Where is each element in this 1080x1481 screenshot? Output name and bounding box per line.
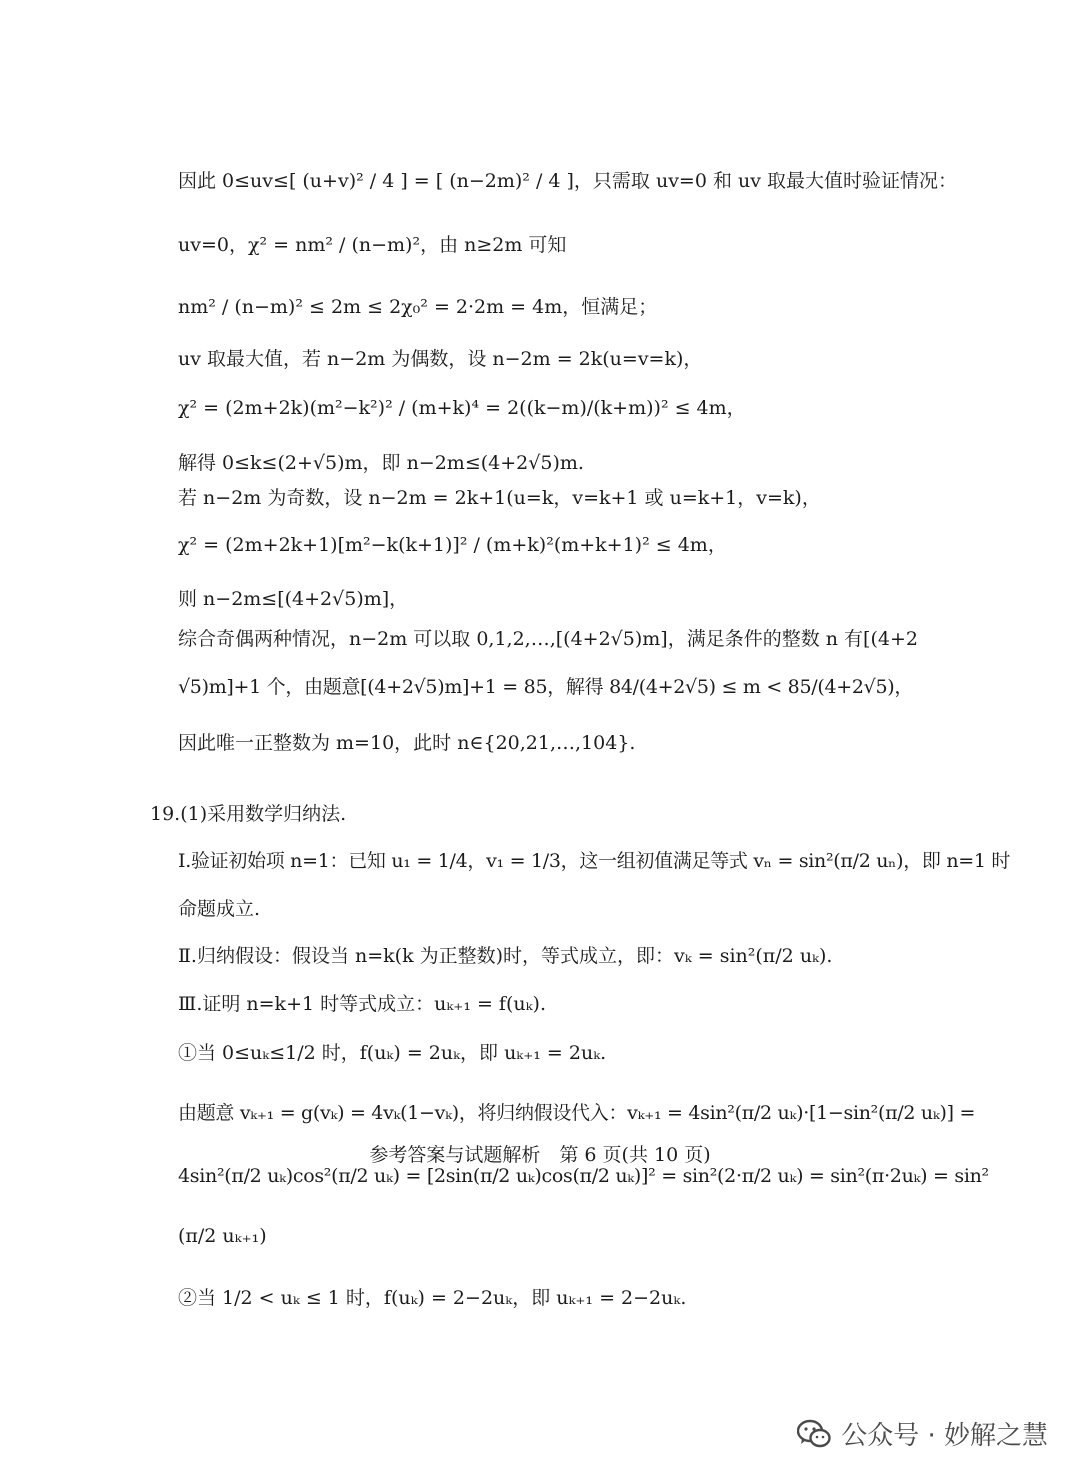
solution-line-6: 解得 0≤k≤(2+√5)m，即 n−2m≤(4+2√5)m. (178, 452, 584, 474)
solution-line-2: uv=0，χ² = nm² / (n−m)²，由 n≥2m 可知 (178, 234, 567, 256)
watermark (797, 1415, 1048, 1452)
problem19-line-5: Ⅲ.证明 n=k+1 时等式成立：uₖ₊₁ = f(uₖ). (178, 993, 546, 1015)
problem19-line-9: (π/2 uₖ₊₁) (178, 1225, 267, 1247)
solution-line-9: 则 n−2m≤[(4+2√5)m]， (178, 588, 409, 610)
problem19-line-10: ②当 1/2 < uₖ ≤ 1 时，f(uₖ) = 2−2uₖ，即 uₖ₊₁ = 2−2uₖ. (178, 1287, 687, 1309)
solution-line-5: χ² = (2m+2k)(m²−k²)² / (m+k)⁴ = 2((k−m)/(k+m))² ≤ 4m， (178, 397, 746, 419)
solution-line-10: 综合奇偶两种情况，n−2m 可以取 0,1,2,…,[(4+2√5)m]，满足条件的整数 n 有[(4+2 (178, 628, 918, 650)
solution-line-11: √5)m]+1 个，由题意[(4+2√5)m]+1 = 85，解得 84/(4+2√5) ≤ m < 85/(4+2√5)， (178, 676, 914, 698)
solution-line-3: nm² / (n−m)² ≤ 2m ≤ 2χ₀² = 2·2m = 4m，恒满足； (178, 296, 658, 318)
problem19-line-2: Ⅰ.验证初始项 n=1：已知 u₁ = 1/4，v₁ = 1/3，这一组初值满足等式 vₙ = sin²(π/2 uₙ)，即 n=1 时 (178, 850, 1011, 872)
wechat-icon (797, 1419, 831, 1449)
problem19-line-8: 4sin²(π/2 uₖ)cos²(π/2 uₖ) = [2sin(π/2 uₖ)cos(π/2 uₖ)]² = sin²(2·π/2 uₖ) = sin²(π·2uₖ) = sin² (178, 1165, 989, 1187)
problem19-heading: 19.(1)采用数学归纳法. (150, 803, 347, 825)
problem19-line-7: 由题意 vₖ₊₁ = g(vₖ) = 4vₖ(1−vₖ)，将归纳假设代入：vₖ₊₁ = 4sin²(π/2 uₖ)·[1−sin²(π/2 uₖ)] = (178, 1102, 976, 1124)
solution-line-12: 因此唯一正整数为 m=10，此时 n∈{20,21,…,104}. (178, 732, 636, 754)
watermark-text: 公众号 · 妙解之慧 (841, 1421, 1048, 1451)
solution-line-1: 因此 0≤uv≤[ (u+v)² / 4 ] = [ (n−2m)² / 4 ]，只需取 uv=0 和 uv 取最大值时验证情况： (178, 170, 958, 192)
problem19-line-3: 命题成立. (178, 898, 261, 920)
page-footer: 参考答案与试题解析 第 6 页(共 10 页) (369, 1144, 711, 1166)
problem19-line-6: ①当 0≤uₖ≤1/2 时，f(uₖ) = 2uₖ，即 uₖ₊₁ = 2uₖ. (178, 1042, 607, 1064)
solution-line-7: 若 n−2m 为奇数，设 n−2m = 2k+1(u=k，v=k+1 或 u=k+1，v=k)， (178, 487, 821, 509)
solution-line-4: uv 取最大值，若 n−2m 为偶数，设 n−2m = 2k(u=v=k)， (178, 348, 703, 370)
solution-line-8: χ² = (2m+2k+1)[m²−k(k+1)]² / (m+k)²(m+k+1)² ≤ 4m， (178, 534, 727, 556)
problem19-line-4: Ⅱ.归纳假设：假设当 n=k(k 为正整数)时，等式成立，即：vₖ = sin²(π/2 uₖ). (178, 945, 833, 967)
